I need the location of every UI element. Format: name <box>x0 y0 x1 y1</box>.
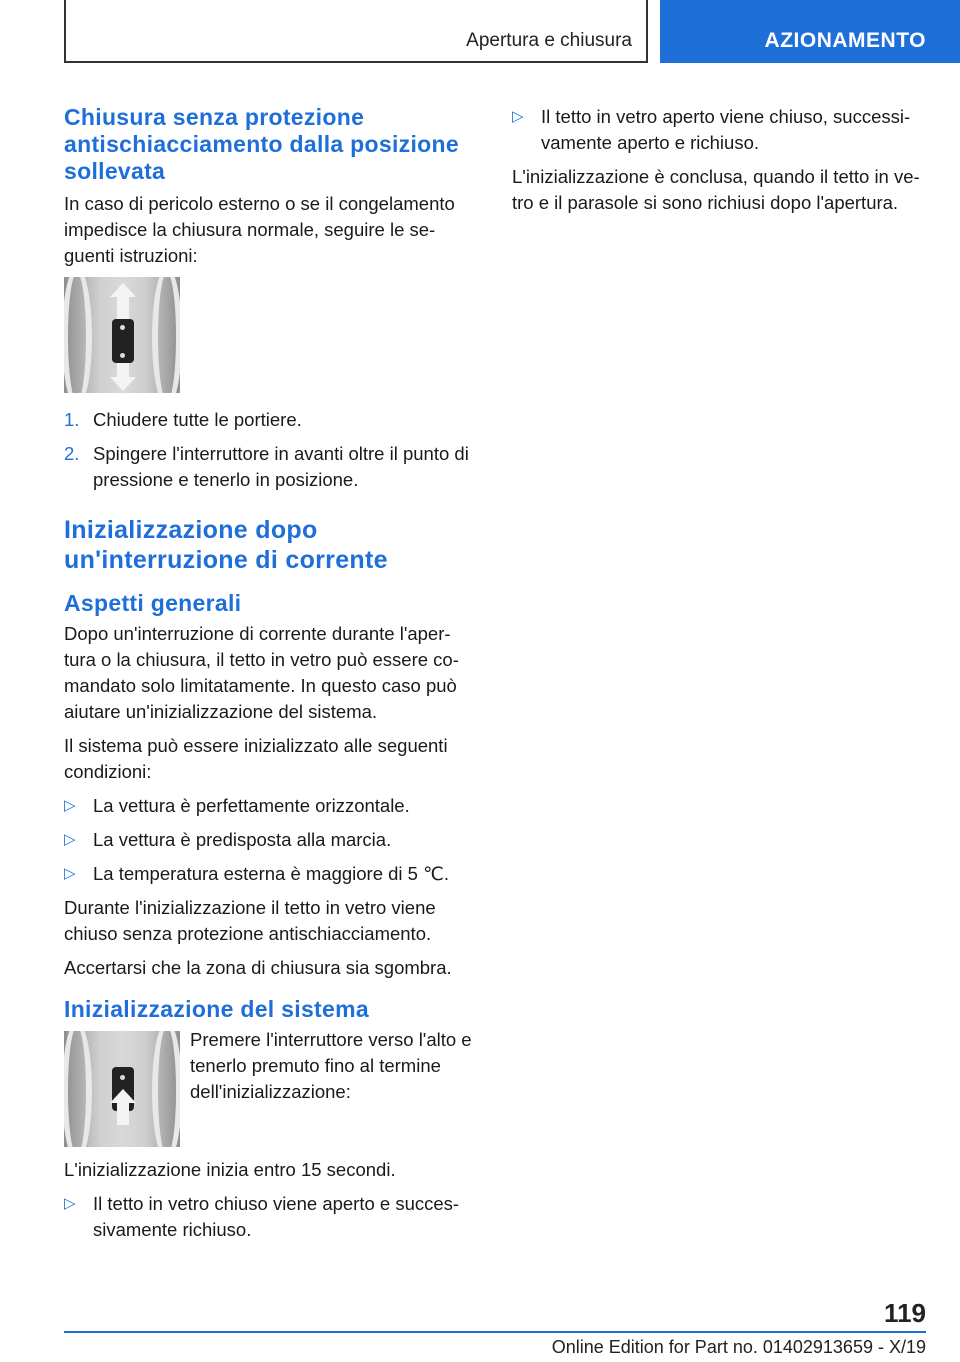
step-number: 1. <box>64 409 80 430</box>
triangle-right-icon: ▷ <box>64 1195 76 1212</box>
step-number: 2. <box>64 443 80 464</box>
heading-closing-without-protection: Chiusura senza protezione antischiacciamento dalla posizione sollevata <box>64 104 459 184</box>
header-title-box <box>64 0 648 63</box>
list-item <box>64 861 476 887</box>
bullet-text: La temperatura esterna è maggiore di 5 ℃. <box>93 863 450 884</box>
page-number: 119 <box>884 1298 926 1328</box>
paragraph-during-init: Durante l'inizializzazione il tetto in vetro viene chiuso senza protezione antischiacciamento. <box>64 897 436 944</box>
triangle-right-icon: ▷ <box>512 108 524 125</box>
triangle-right-icon: ▷ <box>64 831 76 848</box>
bullet-text: La vettura è predisposta alla marcia. <box>93 829 392 850</box>
paragraph-clear-zone: Accertarsi che la zona di chiusura sia sgombra. <box>64 957 452 978</box>
footer-edition: Online Edition for Part no. 01402913659 - X/19 <box>551 1337 926 1357</box>
bullet-text: Il tetto in vetro aperto viene chiuso, successi-vamente aperto e richiuso. <box>541 106 911 153</box>
bullet-text: La vettura è perfettamente orizzontale. <box>93 795 410 816</box>
switch-push-forward-image <box>64 277 180 393</box>
init-instruction-row <box>64 1027 476 1157</box>
header-section: AZIONAMENTO <box>764 29 926 52</box>
list-item <box>64 793 476 819</box>
list-item <box>64 407 476 433</box>
list-item <box>64 1191 476 1243</box>
list-item <box>512 104 928 156</box>
list-item <box>64 827 476 853</box>
step-text: Chiudere tutte le portiere. <box>93 409 302 430</box>
bullet-text: Il tetto in vetro chiuso viene aperto e succes-sivamente richiuso. <box>93 1193 460 1240</box>
triangle-right-icon: ▷ <box>64 865 76 882</box>
header-section-tab <box>660 0 960 63</box>
paragraph-init-complete: L'inizializzazione è conclusa, quando il tetto in ve-tro e il parasole si sono richiusi dopo l'apertura. <box>512 166 920 213</box>
paragraph-general: Dopo un'interruzione di corrente durante l'aper-tura o la chiusura, il tetto in vetro può essere co-mandato solo limitatamente. In questo caso può aiutare un'inizializzazione del sistema. <box>64 623 459 722</box>
paragraph-init-start: L'inizializzazione inizia entro 15 secondi. <box>64 1159 396 1180</box>
paragraph-conditions: Il sistema può essere inizializzato alle seguenti condizioni: <box>64 735 448 782</box>
heading-system-init: Inizializzazione del sistema <box>64 996 369 1022</box>
switch-press-up-image <box>64 1031 180 1147</box>
paragraph-intro: In caso di pericolo esterno o se il congelamento impedisce la chiusura normale, seguire le se-guenti istruzioni: <box>64 193 455 266</box>
header-title: Apertura e chiusura <box>466 30 632 51</box>
right-column <box>512 104 928 224</box>
left-column <box>64 104 476 1251</box>
heading-initialization: Inizializzazione dopo un'interruzione di corrente <box>64 516 388 574</box>
footer-divider <box>64 1331 926 1333</box>
paragraph-press-switch: Premere l'interruttore verso l'alto e tenerlo premuto fino al termine dell'inizializzazione: <box>190 1029 472 1102</box>
heading-general: Aspetti generali <box>64 590 242 616</box>
list-item <box>64 441 476 493</box>
triangle-right-icon: ▷ <box>64 797 76 814</box>
step-text: Spingere l'interruttore in avanti oltre il punto di pressione e tenerlo in posizione. <box>93 443 469 490</box>
